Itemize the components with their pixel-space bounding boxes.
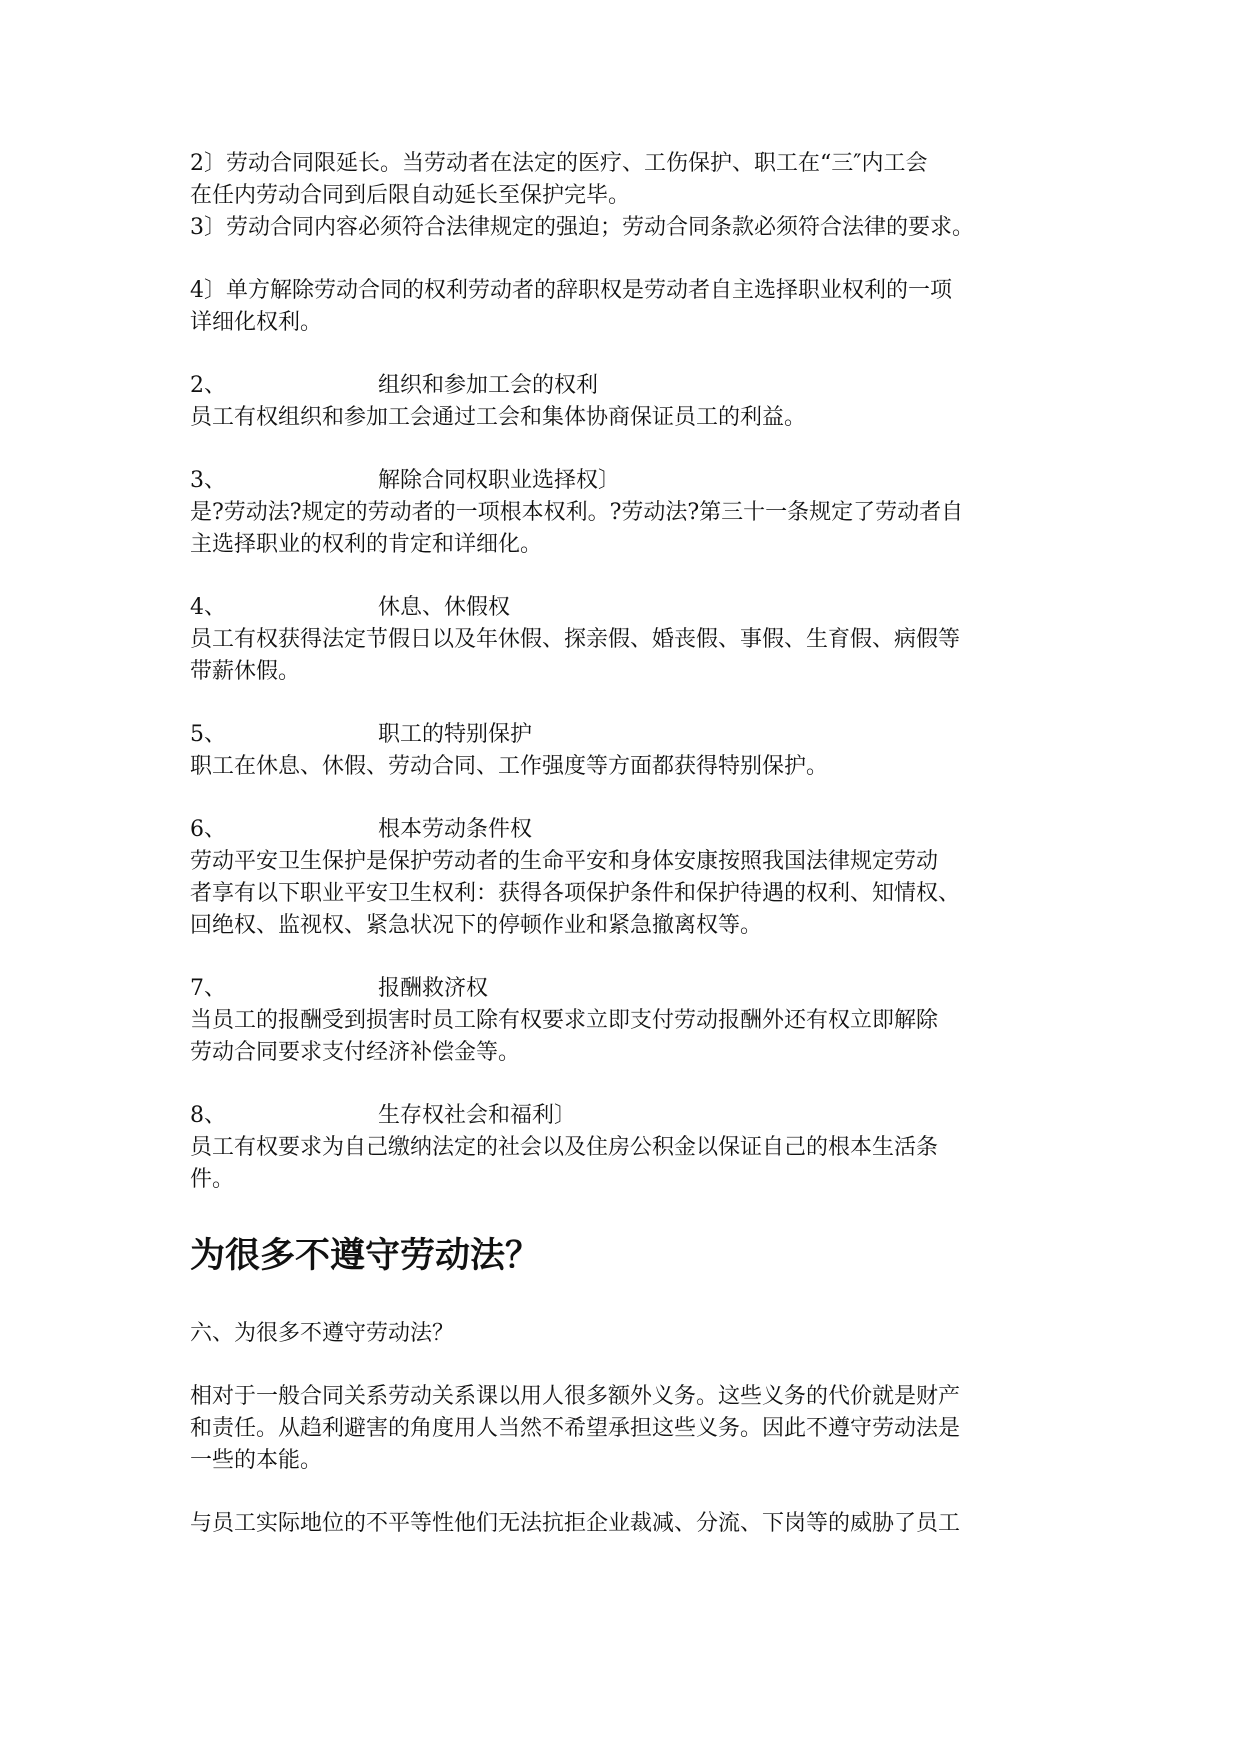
right-body-line: 劳动合同要求支付经济补偿金等。 <box>190 1040 521 1065</box>
right-heading <box>190 814 1060 846</box>
right-body-line: 员工有权获得法定节假日以及年休假、探亲假、婚丧假、事假、生育假、病假等 <box>190 627 961 652</box>
right-number: 8、 <box>190 1103 226 1128</box>
right-number: 2、 <box>190 373 226 398</box>
right-title: 生存权社会和福利〕 <box>378 1103 577 1128</box>
item4-line-2: 详细化权利。 <box>190 310 323 335</box>
paragraph-line: 一些的本能。 <box>190 1448 323 1473</box>
right-number: 7、 <box>190 976 226 1001</box>
right-body-line: 者享有以下职业平安卫生权利：获得各项保护条件和保护待遇的权利、知情权、 <box>190 881 961 906</box>
right-body-line: 劳动平安卫生保护是保护劳动者的生命平安和身体安康按照我国法律规定劳动 <box>190 849 939 874</box>
right-body-line: 是?劳动法?规定的劳动者的一项根本权利。?劳动法?第三十一条规定了劳动者自 <box>190 500 964 525</box>
document-page <box>190 148 1060 1540</box>
right-number: 3、 <box>190 468 226 493</box>
right-title: 报酬救济权 <box>378 976 489 1001</box>
paragraph-line: 和责任。从趋利避害的角度用人当然不希望承担这些义务。因此不遵守劳动法是 <box>190 1416 961 1441</box>
right-body-line: 回绝权、监视权、紧急状况下的停顿作业和紧急撤离权等。 <box>190 913 763 938</box>
right-heading <box>190 973 1060 1005</box>
right-body-line: 带薪休假。 <box>190 659 301 684</box>
right-title: 解除合同权职业选择权〕 <box>378 468 621 493</box>
intro-line-2: 在任内劳动合同到后限自动延长至保护完毕。 <box>190 183 631 208</box>
right-title: 根本劳动条件权 <box>378 817 533 842</box>
right-heading <box>190 1100 1060 1132</box>
right-body-line: 员工有权要求为自己缴纳法定的社会以及住房公积金以保证自己的根本生活条 <box>190 1135 939 1160</box>
right-body-line: 件。 <box>190 1167 235 1192</box>
right-body-line: 员工有权组织和参加工会通过工会和集体协商保证员工的利益。 <box>190 405 807 430</box>
right-number: 5、 <box>190 722 226 747</box>
right-number: 6、 <box>190 817 226 842</box>
right-number: 4、 <box>190 595 226 620</box>
right-title: 职工的特别保护 <box>378 722 533 747</box>
intro-line-1: 2〕劳动合同限延长。当劳动者在法定的医疗、工伤保护、职工在“三″内工会 <box>190 151 928 176</box>
paragraph-line: 与员工实际地位的不平等性他们无法抗拒企业裁减、分流、下岗等的威胁了员工 <box>190 1511 961 1536</box>
item4-line-1: 4〕单方解除劳动合同的权利劳动者的辞职权是劳动者自主选择职业权利的一项 <box>190 278 952 303</box>
right-title: 组织和参加工会的权利 <box>378 373 599 398</box>
right-heading <box>190 370 1060 402</box>
paragraph-line: 相对于一般合同关系劳动关系课以用人很多额外义务。这些义务的代价就是财产 <box>190 1384 961 1409</box>
section-subheading: 六、为很多不遵守劳动法？ <box>190 1321 455 1346</box>
right-title: 休息、休假权 <box>378 595 511 620</box>
right-heading <box>190 465 1060 497</box>
intro-line-3: 3〕劳动合同内容必须符合法律规定的强迫；劳动合同条款必须符合法律的要求。 <box>190 215 974 240</box>
right-body-line: 职工在休息、休假、劳动合同、工作强度等方面都获得特别保护。 <box>190 754 829 779</box>
right-heading <box>190 719 1060 751</box>
section-heading: 为很多不遵守劳动法？ <box>190 1236 541 1276</box>
right-body-line: 当员工的报酬受到损害时员工除有权要求立即支付劳动报酬外还有权立即解除 <box>190 1008 939 1033</box>
right-body-line: 主选择职业的权利的肯定和详细化。 <box>190 532 543 557</box>
right-heading <box>190 592 1060 624</box>
